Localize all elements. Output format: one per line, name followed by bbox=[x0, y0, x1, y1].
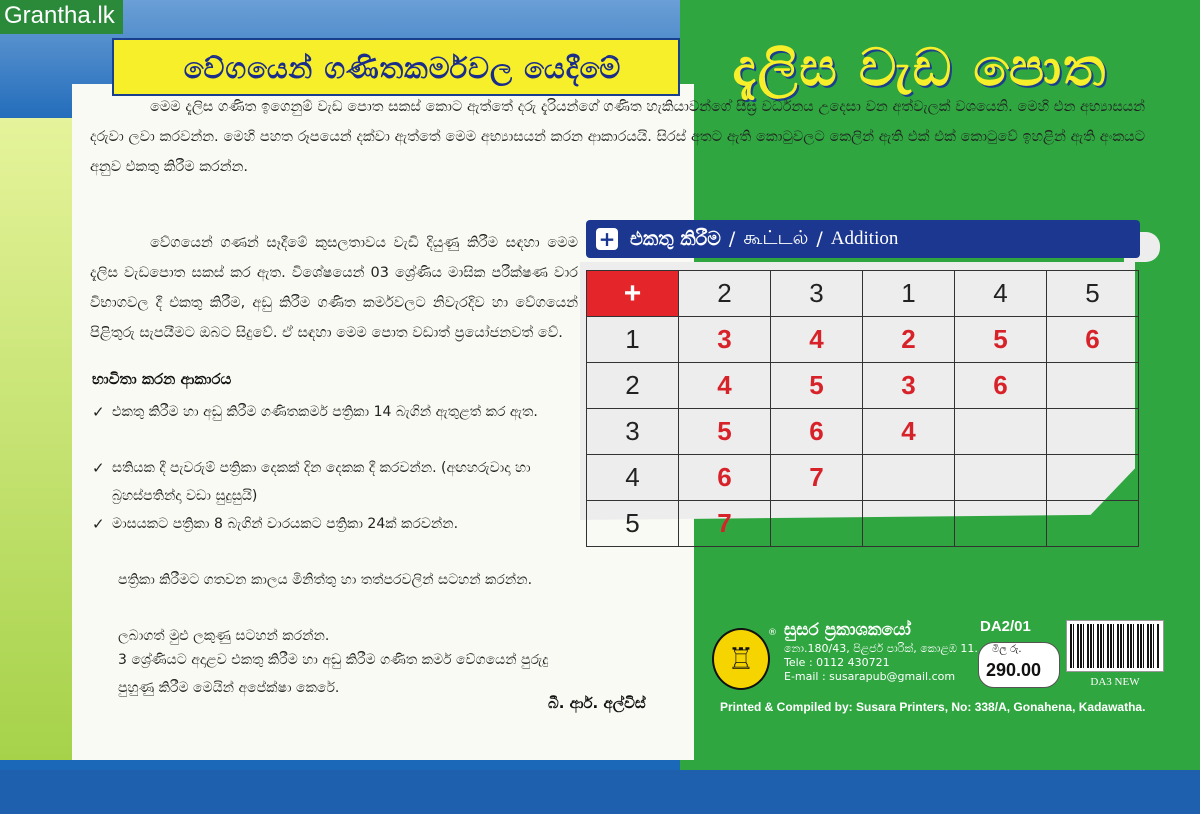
registered-mark: ® bbox=[768, 628, 777, 638]
step-text: මාසයකට පත්‍රිකා 8 බැගින් වාරයකට පත්‍රිකා 24ක් කරවන්න. bbox=[112, 516, 459, 532]
step-item bbox=[92, 454, 580, 510]
row-header: 2 bbox=[587, 363, 679, 409]
answer-cell bbox=[1047, 363, 1139, 409]
table-row bbox=[587, 455, 1139, 501]
answer-cell: 3 bbox=[679, 317, 771, 363]
publisher-name: සුසර ප්‍රකාශකයෝ bbox=[784, 620, 911, 640]
answer-cell bbox=[1047, 501, 1139, 547]
answer-cell bbox=[863, 501, 955, 547]
plus-icon: + bbox=[596, 228, 618, 250]
lime-strip bbox=[0, 118, 72, 760]
title-left: වේගයෙන් ගණිතකර්මවල යෙදීමේ bbox=[183, 50, 622, 85]
answer-cell: 6 bbox=[771, 409, 863, 455]
answer-cell: 5 bbox=[679, 409, 771, 455]
row-header: 3 bbox=[587, 409, 679, 455]
publisher-tel: Tele : 0112 430721 bbox=[784, 656, 890, 669]
book-code: DA2/01 bbox=[980, 618, 1031, 635]
publisher-email: E-mail : susarapub@gmail.com bbox=[784, 670, 956, 683]
answer-cell: 6 bbox=[1047, 317, 1139, 363]
step-text: සතියක දී පැවරුම් පත්‍රිකා දෙකක් දින දෙකක දී කරවන්න. (අඟහරුවාදා හා බ්‍රහස්පතින්දා වඩා සුදුසුයි) bbox=[112, 460, 531, 504]
check-icon: ✓ bbox=[92, 403, 105, 421]
table-row bbox=[587, 317, 1139, 363]
answer-cell: 3 bbox=[863, 363, 955, 409]
row-header: 4 bbox=[587, 455, 679, 501]
publisher-contact bbox=[784, 642, 978, 684]
table-row bbox=[587, 363, 1139, 409]
step-text: එකතු කිරීම හා අඩු කිරීම ගණිතකර්ම පත්‍රිකා 14 බැගින් ඇතුළත් කර ඇත. bbox=[112, 404, 538, 420]
barcode bbox=[1066, 620, 1164, 672]
answer-cell bbox=[955, 501, 1047, 547]
answer-cell: 2 bbox=[863, 317, 955, 363]
table-header-row bbox=[587, 271, 1139, 317]
step-item bbox=[92, 398, 580, 426]
header-english: Addition bbox=[830, 228, 899, 249]
barcode-bars bbox=[1070, 624, 1160, 668]
answer-cell bbox=[1047, 455, 1139, 501]
answer-cell: 6 bbox=[679, 455, 771, 501]
addition-header bbox=[586, 220, 1140, 258]
publisher-logo-icon: ♖ bbox=[712, 628, 770, 690]
answer-cell bbox=[1047, 409, 1139, 455]
note-text: ලබාගත් මුළු ලකුණු සටහන් කරන්න. bbox=[118, 628, 330, 644]
note-text: 3 ශ්‍රේණියට අදාළව එකතු කිරීම හා අඩු කිරීම ගණිත කර්ම වේගයෙන් පුරුදු පුහුණු කිරීම මෙයින් අපේක්ෂා කෙරේ. bbox=[118, 652, 549, 696]
body-paragraph: වේගයෙන් ගණන් සෑදීමේ කුසලතාවය වැඩි දියුණු කිරීම සඳහා මෙම දැලිස වැඩපොත සකස් කර ඇත. විශේෂයෙන් 03 ශ්‍රේණිය මාසික පරීක්ෂණ වාර විභාගවල දී එකතු කිරීම, අඩු කිරීම ගණිත කර්මවලට නිවැරදිව හා වේගයෙන් පිළිතුරු සැපයීමට ඔබට සිදුවේ. ඒ සඳහා මෙම පොත වඩාත් ප්‍රයෝජනවත් වේ. bbox=[90, 235, 578, 341]
intro-paragraph: මෙම දැලිස ගණිත ඉගෙනුම් වැඩ පොත සකස් කොට ඇත්තේ දරු දැරියන්ගේ ගණිත හැකියාවන්ගේ සීඝ්‍ර වර්ධනය උදෙසා වන අත්වැලක් වශයෙනි. මෙහි එන අභ්‍යාසයන් දරුවා ලවා කරවන්න. මෙහි පහත රූපයෙන් දක්වා ඇත්තේ මෙම අභ්‍යාසයන් කරන ආකාරයයි. සිරස් අතට ඇති කොටුවලට කෙලින් ඇති එක් එක් කොටුවේ ඉහළින් ඇති අංකයට අනුව එකතු කිරීම කරන්න. bbox=[90, 99, 1145, 175]
answer-cell bbox=[955, 409, 1047, 455]
title-right: දැලිස වැඩ පොත bbox=[732, 37, 1108, 98]
note-text: පත්‍රිකා කිරීමට ගතවන කාලය මිනිත්තු හා තත්පරවලින් සටහන් කරන්න. bbox=[118, 572, 533, 588]
check-icon: ✓ bbox=[92, 459, 105, 477]
answer-cell: 4 bbox=[679, 363, 771, 409]
table-row bbox=[587, 409, 1139, 455]
answer-cell bbox=[771, 501, 863, 547]
watermark: Grantha.lk bbox=[0, 0, 123, 34]
publisher-address: නො.180/43, පිළජර් පාරික්, කොළඹ 11. bbox=[784, 642, 978, 655]
answer-cell: 7 bbox=[679, 501, 771, 547]
header-separator: / bbox=[728, 228, 736, 250]
author-name: බී. ආර්. අල්විස් bbox=[548, 694, 646, 712]
column-header: 3 bbox=[771, 271, 863, 317]
table-row bbox=[587, 501, 1139, 547]
answer-cell bbox=[863, 455, 955, 501]
step-item bbox=[92, 510, 580, 538]
corner-plus-cell: + bbox=[587, 271, 679, 317]
answer-cell: 4 bbox=[771, 317, 863, 363]
price-label: මිල රු. bbox=[992, 644, 1022, 655]
column-header: 5 bbox=[1047, 271, 1139, 317]
header-separator: / bbox=[816, 228, 823, 250]
printer-credit: Printed & Compiled by: Susara Printers, No: 338/A, Gonahena, Kadawatha. bbox=[720, 700, 1146, 714]
column-header: 1 bbox=[863, 271, 955, 317]
bottom-strip bbox=[0, 770, 1200, 814]
howto-heading: භාවිතා කරන ආකාරය bbox=[92, 370, 232, 388]
header-tamil: கூட்டல் bbox=[743, 226, 809, 249]
answer-cell: 4 bbox=[863, 409, 955, 455]
answer-cell: 5 bbox=[955, 317, 1047, 363]
header-sinhala: එකතු කිරීම bbox=[630, 228, 721, 250]
row-header: 1 bbox=[587, 317, 679, 363]
answer-cell: 6 bbox=[955, 363, 1047, 409]
column-header: 2 bbox=[679, 271, 771, 317]
column-header: 4 bbox=[955, 271, 1047, 317]
price-value: 290.00 bbox=[986, 660, 1042, 680]
answer-cell: 7 bbox=[771, 455, 863, 501]
barcode-text: DA3 NEW bbox=[1090, 676, 1140, 688]
answer-cell: 5 bbox=[771, 363, 863, 409]
addition-grid bbox=[586, 270, 1139, 547]
row-header: 5 bbox=[587, 501, 679, 547]
check-icon: ✓ bbox=[92, 515, 105, 533]
answer-cell bbox=[955, 455, 1047, 501]
